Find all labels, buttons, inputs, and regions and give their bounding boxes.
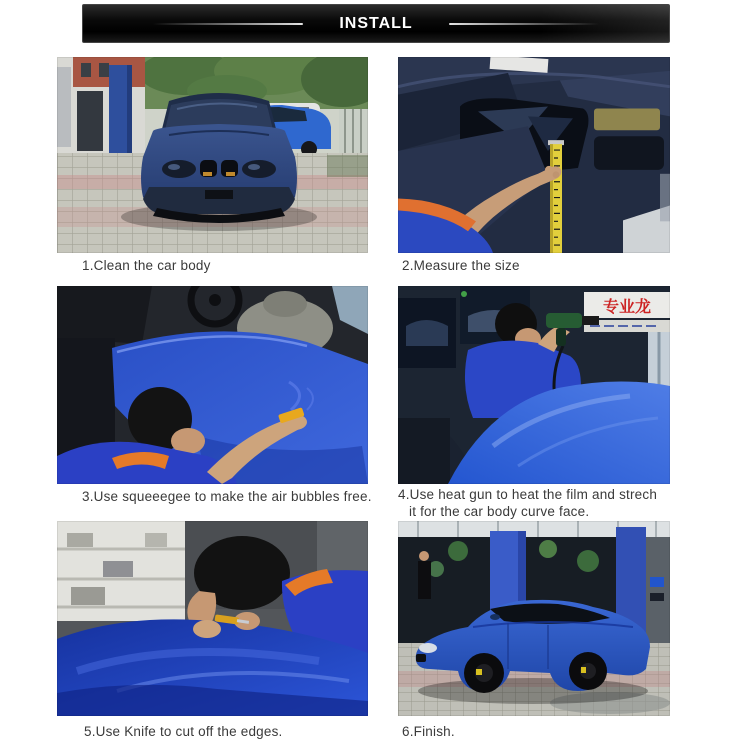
shop-banner (584, 292, 670, 332)
step-2-photo (398, 57, 670, 253)
decor-line-left (153, 23, 303, 25)
measuring-tape (548, 140, 564, 253)
photo-knife (57, 521, 368, 716)
step-1-photo (57, 57, 368, 253)
step-3-caption: 3.Use squeeegee to make the air bubbles free. (82, 489, 372, 504)
step-4-photo (398, 286, 670, 484)
step-2-caption: 2.Measure the size (402, 258, 520, 273)
photo-finish (398, 521, 670, 716)
step-4-caption-line-2: it for the car body curve face. (409, 504, 590, 519)
photo-squeegee (57, 286, 368, 484)
step-4-caption-line-1: 4.Use heat gun to heat the film and strech (398, 487, 658, 502)
photo-clean-car (57, 57, 368, 253)
step-6-photo (398, 521, 670, 716)
step-1 (57, 57, 368, 279)
step-1-caption: 1.Clean the car body (82, 258, 211, 273)
decor-line-right (449, 23, 599, 25)
step-4 (398, 286, 670, 519)
step-3 (57, 286, 372, 512)
banner-text: 专业龙 (602, 299, 652, 316)
header-title: INSTALL (339, 14, 413, 32)
install-header-bar (82, 4, 670, 43)
step-6 (398, 521, 670, 747)
step-4-caption (398, 486, 657, 520)
photo-measure (398, 57, 670, 253)
step-2 (398, 57, 670, 279)
photo-heat-gun (398, 286, 670, 484)
step-5-photo (57, 521, 368, 716)
step-6-caption: 6.Finish. (402, 724, 455, 739)
step-5-caption: 5.Use Knife to cut off the edges. (84, 724, 283, 739)
step-5 (57, 521, 368, 747)
step-3-photo (57, 286, 368, 484)
